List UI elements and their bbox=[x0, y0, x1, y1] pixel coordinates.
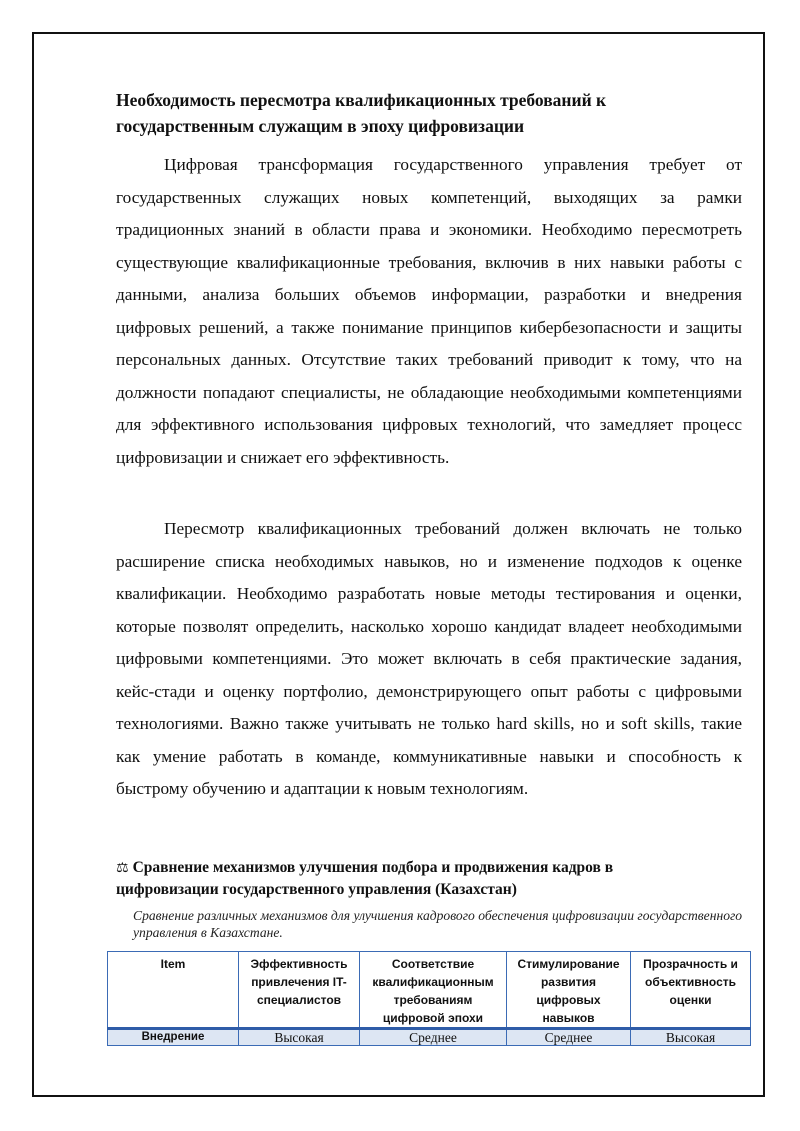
table-caption bbox=[116, 857, 716, 901]
paragraph-2: Пересмотр квалификационных требований должен включать не только расширение списка необходимых навыков, но и изменение подходов к оценке квалификации. Необходимо разработать новые методы тестирования и оценки, которые позволят определить, насколько хорошо кандидат владеет необходимыми цифровыми компетенциями. Это может включать в себя практические задания, кейс-стади и оценку портфолио, демонстрирующего опыт работы с цифровыми технологиями. Важно также учитывать не только hard skills, но и soft skills, такие как умение работать в команде, коммуникативные навыки и способность к быстрому обучению и адаптации к новым технологиям. bbox=[116, 519, 742, 798]
table-header-row bbox=[108, 952, 751, 1029]
table-cell: Высокая bbox=[631, 1029, 751, 1046]
paragraph-1: Цифровая трансформация государственного управления требует от государственных служащих новых компетенций, выходящих за рамки традиционных знаний в области права и экономики. Необходимо пересмотреть существующие квалификационные требования, включив в них навыки работы с данными, анализа больших объемов информации, разработки и внедрения цифровых решений, а также понимание принципов кибербезопасности и защиты персональных данных. Отсутствие таких требований приводит к тому, что на должности попадают специалисты, не обладающие необходимыми компетенциями для эффективного использования цифровых технологий, что замедляет процесс цифровизации и снижает его эффективность. bbox=[116, 155, 742, 467]
comparison-table bbox=[107, 951, 751, 1046]
document-title: Необходимость пересмотра квалификационных требований к государственным служащим в эпоху цифровизации bbox=[116, 90, 607, 136]
row-header-cell: Внедрение bbox=[108, 1029, 239, 1046]
table-cell: Среднее bbox=[507, 1029, 631, 1046]
scales-icon: ⚖ bbox=[116, 860, 129, 876]
table-subtitle: Сравнение различных механизмов для улучшения кадрового обеспечения цифровизации государственного управления в Казахстане. bbox=[133, 908, 743, 940]
column-header: Стимулирование развития цифровых навыков bbox=[507, 952, 631, 1029]
table-cell: Высокая bbox=[239, 1029, 360, 1046]
table-caption-text: Сравнение механизмов улучшения подбора и продвижения кадров в цифровизации государственного управления (Казахстан) bbox=[116, 859, 614, 898]
table-row bbox=[108, 1029, 751, 1046]
column-header: Соответствие квалификационным требованиям цифровой эпохи bbox=[360, 952, 507, 1029]
table-cell: Среднее bbox=[360, 1029, 507, 1046]
column-header: Item bbox=[108, 952, 239, 1029]
column-header: Прозрачность и объективность оценки bbox=[631, 952, 751, 1029]
column-header: Эффективность привлечения IT-специалистов bbox=[239, 952, 360, 1029]
